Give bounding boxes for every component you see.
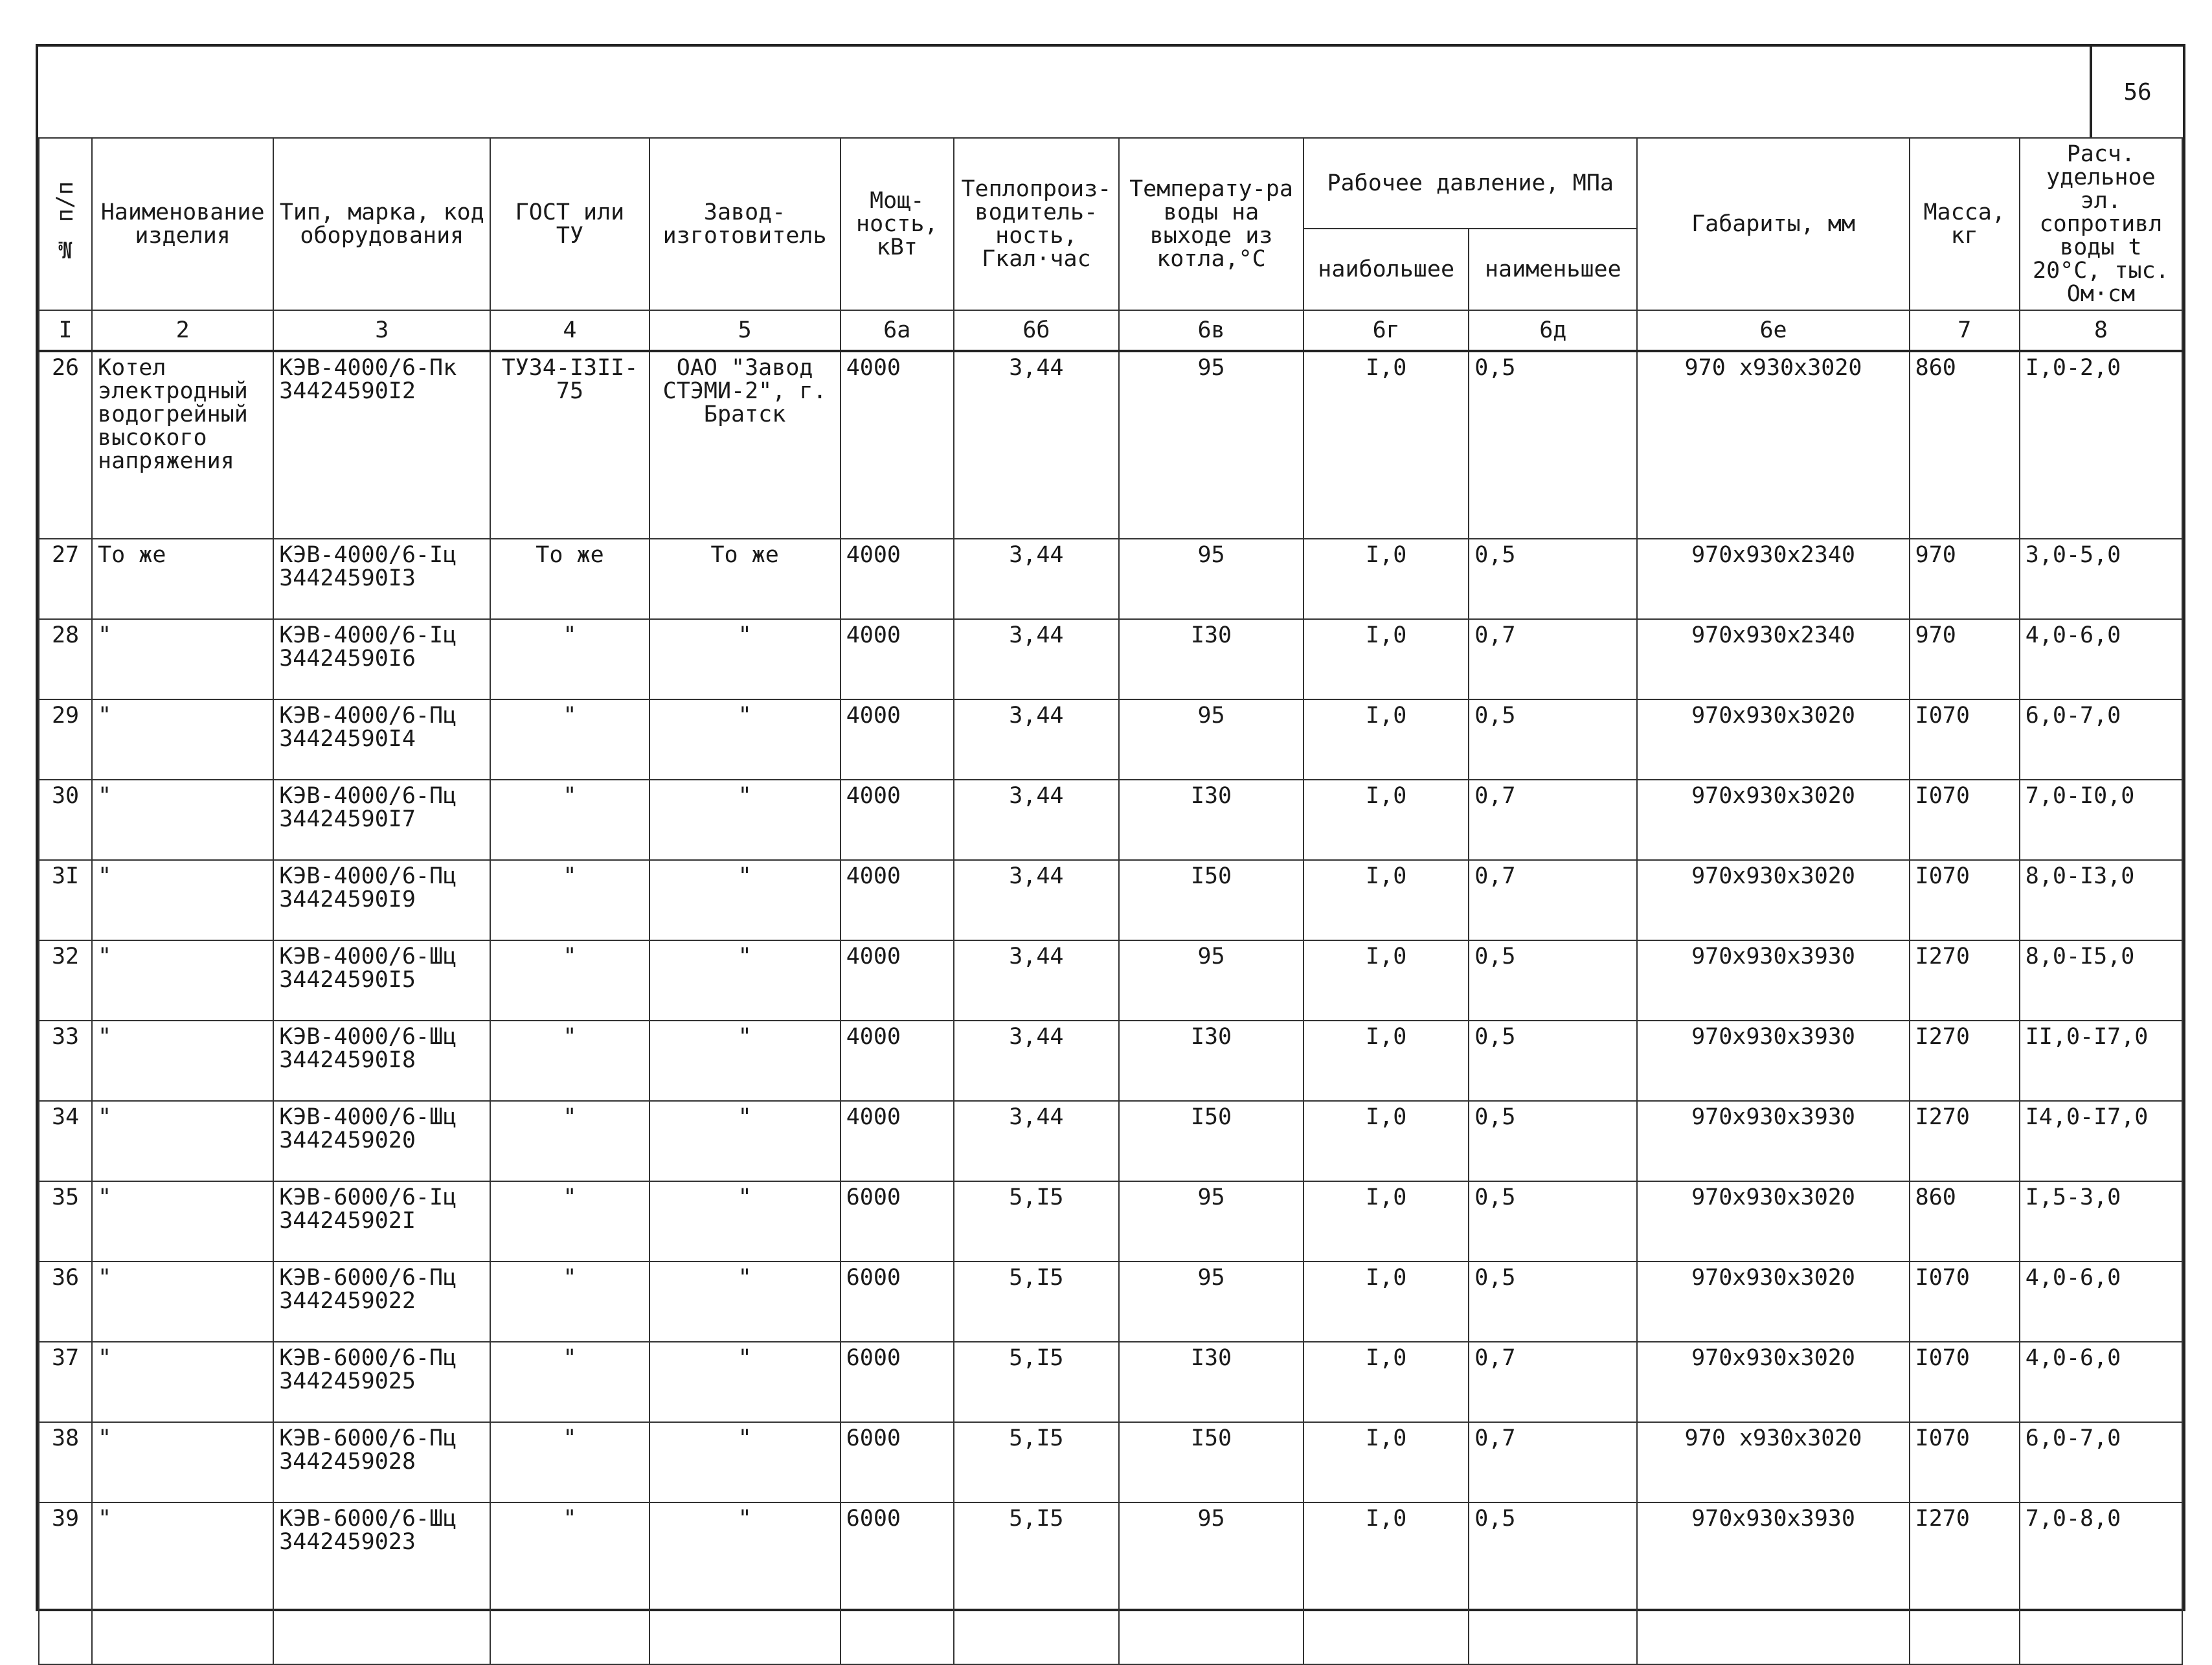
equipment-code: 34424590I6 xyxy=(279,646,416,672)
cell-gost: " xyxy=(490,1262,649,1342)
cell-num: 38 xyxy=(39,1422,92,1502)
cell-water-temp: 95 xyxy=(1119,1262,1304,1342)
cell-resistivity: 4,0-6,0 xyxy=(2020,619,2182,699)
equipment-model: КЭВ-4000/6-Iц xyxy=(279,622,457,648)
cell-dimensions: 970х930х3020 xyxy=(1637,699,1909,780)
table-row xyxy=(39,940,2182,1021)
column-number: I xyxy=(39,310,92,351)
cell-power: 4000 xyxy=(841,619,954,699)
cell-type xyxy=(273,1101,490,1181)
cell-power: 4000 xyxy=(841,780,954,860)
equipment-code: 34424590I2 xyxy=(279,378,416,404)
cell-type xyxy=(273,699,490,780)
header-heat-output: Теплопроиз-водитель-ность, Гкал·час xyxy=(954,138,1119,310)
cell-maker: " xyxy=(649,1502,841,1664)
cell-num: 3I xyxy=(39,860,92,940)
cell-maker: То же xyxy=(649,539,841,619)
cell-maker: " xyxy=(649,1262,841,1342)
table-row xyxy=(39,1181,2182,1262)
equipment-model: КЭВ-6000/6-Пц xyxy=(279,1345,457,1371)
cell-type xyxy=(273,940,490,1021)
cell-gost: " xyxy=(490,1422,649,1502)
cell-type xyxy=(273,860,490,940)
cell-power: 4000 xyxy=(841,860,954,940)
cell-num: 36 xyxy=(39,1262,92,1342)
column-number: 6в xyxy=(1119,310,1304,351)
cell-water-temp: I50 xyxy=(1119,1422,1304,1502)
cell-mass: I270 xyxy=(1910,1101,2020,1181)
cell-power: 6000 xyxy=(841,1181,954,1262)
cell-water-temp: 95 xyxy=(1119,1181,1304,1262)
cell-heat-output: 3,44 xyxy=(954,351,1119,539)
cell-power: 6000 xyxy=(841,1422,954,1502)
cell-name: " xyxy=(92,1422,273,1502)
table-row xyxy=(39,1262,2182,1342)
cell-resistivity: 4,0-6,0 xyxy=(2020,1262,2182,1342)
cell-mass: I270 xyxy=(1910,940,2020,1021)
cell-type xyxy=(273,351,490,539)
cell-resistivity: I,0-2,0 xyxy=(2020,351,2182,539)
cell-num: 29 xyxy=(39,699,92,780)
cell-resistivity: 3,0-5,0 xyxy=(2020,539,2182,619)
cell-water-temp: I30 xyxy=(1119,619,1304,699)
cell-maker: " xyxy=(649,1342,841,1422)
equipment-code: 3442459025 xyxy=(279,1368,416,1394)
cell-type xyxy=(273,1502,490,1664)
cell-mass: 860 xyxy=(1910,351,2020,539)
column-number: 3 xyxy=(273,310,490,351)
cell-name: " xyxy=(92,1181,273,1262)
equipment-model: КЭВ-4000/6-Шц xyxy=(279,1104,457,1130)
cell-name: " xyxy=(92,699,273,780)
cell-gost: " xyxy=(490,699,649,780)
cell-gost: " xyxy=(490,1342,649,1422)
cell-gost: " xyxy=(490,619,649,699)
cell-dimensions: 970х930х3930 xyxy=(1637,1502,1909,1664)
cell-gost: " xyxy=(490,860,649,940)
cell-name: " xyxy=(92,1021,273,1101)
cell-water-temp: 95 xyxy=(1119,699,1304,780)
cell-type xyxy=(273,780,490,860)
equipment-model: КЭВ-4000/6-Пк xyxy=(279,355,457,381)
cell-dimensions: 970х930х3020 xyxy=(1637,1342,1909,1422)
equipment-code: 3442459023 xyxy=(279,1529,416,1555)
column-number: 6е xyxy=(1637,310,1909,351)
cell-gost: " xyxy=(490,780,649,860)
cell-resistivity: II,0-I7,0 xyxy=(2020,1021,2182,1101)
cell-resistivity: I4,0-I7,0 xyxy=(2020,1101,2182,1181)
cell-mass: 970 xyxy=(1910,619,2020,699)
cell-dimensions: 970х930х3930 xyxy=(1637,940,1909,1021)
cell-num: 37 xyxy=(39,1342,92,1422)
table-row xyxy=(39,1502,2182,1664)
cell-type xyxy=(273,1262,490,1342)
cell-dimensions: 970х930х2340 xyxy=(1637,619,1909,699)
cell-heat-output: 5,I5 xyxy=(954,1262,1119,1342)
column-number: 6а xyxy=(841,310,954,351)
column-number: 2 xyxy=(92,310,273,351)
equipment-code: 34424590I9 xyxy=(279,887,416,912)
cell-maker: " xyxy=(649,1422,841,1502)
cell-pressure-min: 0,7 xyxy=(1469,1342,1637,1422)
cell-pressure-max: I,0 xyxy=(1304,539,1469,619)
column-number: 6г xyxy=(1304,310,1469,351)
column-number: 6д xyxy=(1469,310,1637,351)
cell-pressure-min: 0,5 xyxy=(1469,1502,1637,1664)
cell-gost: " xyxy=(490,940,649,1021)
cell-mass: 860 xyxy=(1910,1181,2020,1262)
cell-power: 6000 xyxy=(841,1262,954,1342)
cell-pressure-min: 0,5 xyxy=(1469,1021,1637,1101)
cell-maker: ОАО "Завод СТЭМИ-2", г. Братск xyxy=(649,351,841,539)
cell-num: 32 xyxy=(39,940,92,1021)
column-number: 5 xyxy=(649,310,841,351)
cell-num: 34 xyxy=(39,1101,92,1181)
cell-heat-output: 3,44 xyxy=(954,539,1119,619)
header-pressure-max: наибольшее xyxy=(1304,229,1469,310)
cell-pressure-max: I,0 xyxy=(1304,1101,1469,1181)
cell-power: 4000 xyxy=(841,1101,954,1181)
cell-mass: I070 xyxy=(1910,699,2020,780)
cell-resistivity: 6,0-7,0 xyxy=(2020,699,2182,780)
cell-power: 6000 xyxy=(841,1342,954,1422)
cell-maker: " xyxy=(649,1021,841,1101)
cell-water-temp: 95 xyxy=(1119,940,1304,1021)
cell-num: 27 xyxy=(39,539,92,619)
header-pressure: Рабочее давление, МПа xyxy=(1304,138,1637,229)
table-row xyxy=(39,1422,2182,1502)
column-number: 4 xyxy=(490,310,649,351)
cell-name: " xyxy=(92,1262,273,1342)
table-body xyxy=(39,351,2182,1664)
table-row xyxy=(39,860,2182,940)
cell-mass: 970 xyxy=(1910,539,2020,619)
cell-heat-output: 5,I5 xyxy=(954,1502,1119,1664)
cell-pressure-max: I,0 xyxy=(1304,699,1469,780)
cell-gost: " xyxy=(490,1021,649,1101)
cell-name: " xyxy=(92,619,273,699)
cell-heat-output: 5,I5 xyxy=(954,1342,1119,1422)
header-maker: Завод-изготовитель xyxy=(649,138,841,310)
cell-type xyxy=(273,1021,490,1101)
column-number: 6б xyxy=(954,310,1119,351)
cell-heat-output: 5,I5 xyxy=(954,1181,1119,1262)
cell-heat-output: 5,I5 xyxy=(954,1422,1119,1502)
cell-resistivity: 4,0-6,0 xyxy=(2020,1342,2182,1422)
cell-water-temp: I30 xyxy=(1119,780,1304,860)
cell-type xyxy=(273,1422,490,1502)
table-row xyxy=(39,619,2182,699)
cell-power: 4000 xyxy=(841,940,954,1021)
cell-pressure-max: I,0 xyxy=(1304,1342,1469,1422)
cell-power: 4000 xyxy=(841,351,954,539)
table-row xyxy=(39,1342,2182,1422)
cell-heat-output: 3,44 xyxy=(954,860,1119,940)
equipment-code: 3442459028 xyxy=(279,1449,416,1475)
cell-water-temp: 95 xyxy=(1119,1502,1304,1664)
cell-pressure-max: I,0 xyxy=(1304,860,1469,940)
cell-heat-output: 3,44 xyxy=(954,619,1119,699)
cell-type xyxy=(273,1342,490,1422)
cell-num: 39 xyxy=(39,1502,92,1664)
cell-dimensions: 970 х930х3020 xyxy=(1637,351,1909,539)
cell-water-temp: I50 xyxy=(1119,860,1304,940)
cell-name: " xyxy=(92,1101,273,1181)
cell-dimensions: 970х930х3930 xyxy=(1637,1021,1909,1101)
cell-dimensions: 970х930х3020 xyxy=(1637,780,1909,860)
cell-maker: " xyxy=(649,940,841,1021)
cell-pressure-max: I,0 xyxy=(1304,1502,1469,1664)
cell-pressure-min: 0,7 xyxy=(1469,1422,1637,1502)
cell-mass: I070 xyxy=(1910,1342,2020,1422)
cell-pressure-min: 0,5 xyxy=(1469,351,1637,539)
cell-dimensions: 970х930х3020 xyxy=(1637,1181,1909,1262)
cell-mass: I270 xyxy=(1910,1502,2020,1664)
cell-pressure-min: 0,5 xyxy=(1469,940,1637,1021)
equipment-code: 3442459020 xyxy=(279,1127,416,1153)
page-number: 56 xyxy=(2090,47,2183,137)
cell-power: 4000 xyxy=(841,1021,954,1101)
equipment-code: 34424590I5 xyxy=(279,967,416,993)
header-dimensions: Габариты, мм xyxy=(1637,138,1909,310)
cell-pressure-max: I,0 xyxy=(1304,940,1469,1021)
cell-pressure-min: 0,5 xyxy=(1469,1181,1637,1262)
document-sheet xyxy=(36,44,2185,1611)
cell-maker: " xyxy=(649,860,841,940)
cell-gost: " xyxy=(490,1181,649,1262)
cell-water-temp: 95 xyxy=(1119,351,1304,539)
cell-gost: " xyxy=(490,1101,649,1181)
equipment-code: 34424590I8 xyxy=(279,1047,416,1073)
cell-power: 4000 xyxy=(841,699,954,780)
cell-pressure-min: 0,5 xyxy=(1469,539,1637,619)
cell-resistivity: 8,0-I5,0 xyxy=(2020,940,2182,1021)
cell-maker: " xyxy=(649,619,841,699)
cell-mass: I070 xyxy=(1910,860,2020,940)
cell-water-temp: I50 xyxy=(1119,1101,1304,1181)
cell-pressure-max: I,0 xyxy=(1304,1021,1469,1101)
cell-pressure-max: I,0 xyxy=(1304,1422,1469,1502)
equipment-model: КЭВ-4000/6-Iц xyxy=(279,542,457,568)
cell-type xyxy=(273,619,490,699)
cell-pressure-max: I,0 xyxy=(1304,1181,1469,1262)
cell-mass: I070 xyxy=(1910,1422,2020,1502)
equipment-code: 3442459022 xyxy=(279,1288,416,1314)
cell-pressure-max: I,0 xyxy=(1304,1262,1469,1342)
cell-resistivity: 8,0-I3,0 xyxy=(2020,860,2182,940)
cell-num: 26 xyxy=(39,351,92,539)
cell-pressure-max: I,0 xyxy=(1304,619,1469,699)
cell-dimensions: 970х930х3930 xyxy=(1637,1101,1909,1181)
cell-maker: " xyxy=(649,780,841,860)
cell-pressure-min: 0,5 xyxy=(1469,1101,1637,1181)
equipment-model: КЭВ-6000/6-Пц xyxy=(279,1265,457,1291)
cell-heat-output: 3,44 xyxy=(954,780,1119,860)
column-number: 8 xyxy=(2020,310,2182,351)
header-pressure-min: наименьшее xyxy=(1469,229,1637,310)
equipment-code: 34424590I7 xyxy=(279,806,416,832)
cell-maker: " xyxy=(649,699,841,780)
equipment-code: 344245902I xyxy=(279,1208,416,1234)
cell-name: " xyxy=(92,1342,273,1422)
cell-pressure-min: 0,7 xyxy=(1469,619,1637,699)
equipment-model: КЭВ-4000/6-Пц xyxy=(279,863,457,889)
cell-mass: I070 xyxy=(1910,1262,2020,1342)
cell-name: То же xyxy=(92,539,273,619)
cell-maker: " xyxy=(649,1101,841,1181)
cell-water-temp: I30 xyxy=(1119,1021,1304,1101)
equipment-model: КЭВ-4000/6-Пц xyxy=(279,783,457,809)
cell-gost: " xyxy=(490,1502,649,1664)
cell-name: " xyxy=(92,940,273,1021)
cell-resistivity: 6,0-7,0 xyxy=(2020,1422,2182,1502)
cell-dimensions: 970х930х3020 xyxy=(1637,860,1909,940)
cell-name: Котел электродный водогрейный высокого напряжения xyxy=(92,351,273,539)
cell-mass: I270 xyxy=(1910,1021,2020,1101)
cell-water-temp: I30 xyxy=(1119,1342,1304,1422)
equipment-table xyxy=(38,137,2183,1665)
cell-heat-output: 3,44 xyxy=(954,940,1119,1021)
table-row xyxy=(39,351,2182,539)
header-type: Тип, марка, код оборудования xyxy=(273,138,490,310)
cell-gost: То же xyxy=(490,539,649,619)
cell-water-temp: 95 xyxy=(1119,539,1304,619)
header-num: № п/п xyxy=(39,138,92,310)
table-row xyxy=(39,699,2182,780)
cell-resistivity: 7,0-I0,0 xyxy=(2020,780,2182,860)
column-number: 7 xyxy=(1910,310,2020,351)
equipment-code: 34424590I4 xyxy=(279,726,416,752)
cell-dimensions: 970 х930х3020 xyxy=(1637,1422,1909,1502)
header-gost: ГОСТ или ТУ xyxy=(490,138,649,310)
cell-num: 28 xyxy=(39,619,92,699)
equipment-model: КЭВ-4000/6-Пц xyxy=(279,703,457,729)
cell-heat-output: 3,44 xyxy=(954,1101,1119,1181)
cell-mass: I070 xyxy=(1910,780,2020,860)
cell-pressure-max: I,0 xyxy=(1304,780,1469,860)
cell-pressure-min: 0,5 xyxy=(1469,1262,1637,1342)
cell-name: " xyxy=(92,860,273,940)
header-water-temp: Температу-ра воды на выходе из котла,°С xyxy=(1119,138,1304,310)
header-name: Наименование изделия xyxy=(92,138,273,310)
cell-power: 6000 xyxy=(841,1502,954,1664)
cell-pressure-min: 0,7 xyxy=(1469,860,1637,940)
equipment-code: 34424590I3 xyxy=(279,565,416,591)
cell-name: " xyxy=(92,780,273,860)
cell-pressure-max: I,0 xyxy=(1304,351,1469,539)
table-row xyxy=(39,780,2182,860)
cell-name: " xyxy=(92,1502,273,1664)
equipment-model: КЭВ-4000/6-Шц xyxy=(279,944,457,969)
cell-num: 30 xyxy=(39,780,92,860)
header-resistivity: Расч. удельное эл. сопротивл воды t 20°С, тыс. Ом·см xyxy=(2020,138,2182,310)
cell-dimensions: 970х930х2340 xyxy=(1637,539,1909,619)
equipment-model: КЭВ-6000/6-Шц xyxy=(279,1506,457,1532)
equipment-model: КЭВ-6000/6-Iц xyxy=(279,1184,457,1210)
header-mass: Масса, кг xyxy=(1910,138,2020,310)
table-row xyxy=(39,1021,2182,1101)
cell-heat-output: 3,44 xyxy=(954,699,1119,780)
cell-pressure-min: 0,5 xyxy=(1469,699,1637,780)
cell-heat-output: 3,44 xyxy=(954,1021,1119,1101)
cell-resistivity: I,5-3,0 xyxy=(2020,1181,2182,1262)
cell-maker: " xyxy=(649,1181,841,1262)
table-row xyxy=(39,539,2182,619)
equipment-model: КЭВ-6000/6-Пц xyxy=(279,1425,457,1451)
cell-resistivity: 7,0-8,0 xyxy=(2020,1502,2182,1664)
cell-pressure-min: 0,7 xyxy=(1469,780,1637,860)
table-row xyxy=(39,1101,2182,1181)
cell-type xyxy=(273,539,490,619)
cell-num: 35 xyxy=(39,1181,92,1262)
cell-type xyxy=(273,1181,490,1262)
cell-num: 33 xyxy=(39,1021,92,1101)
cell-power: 4000 xyxy=(841,539,954,619)
equipment-model: КЭВ-4000/6-Шц xyxy=(279,1024,457,1050)
cell-dimensions: 970х930х3020 xyxy=(1637,1262,1909,1342)
header-power: Мощ-ность, кВт xyxy=(841,138,954,310)
cell-gost: ТУ34-I3II-75 xyxy=(490,351,649,539)
